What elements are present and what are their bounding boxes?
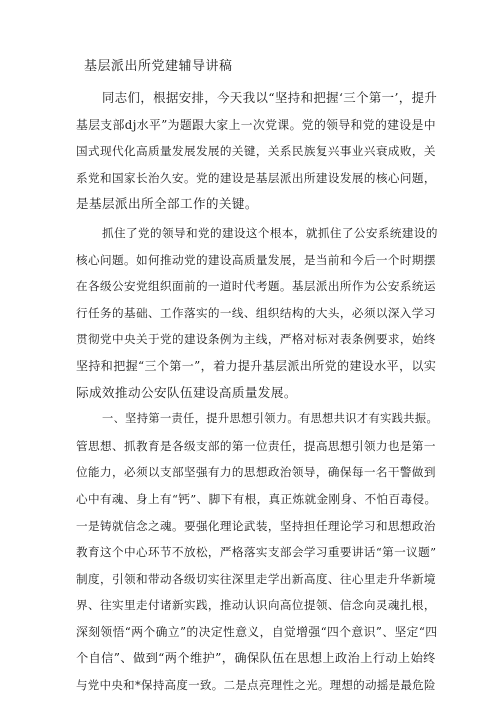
- text-line: 核心问题。如何推动党的建设高质量发展，是当前和今后一个时期摆: [76, 252, 436, 267]
- text-line: 深刻领悟“两个确立”的决定性意义，自觉增强“四个意识”、坚定“四: [76, 624, 438, 639]
- text-line: 一是铸就信念之魂。要强化理论武装，坚持担任理论学习和思想政治: [76, 518, 436, 533]
- text-line: 制度，引领和带动各级切实往深里走学出新高度、往心里走升华新境: [76, 571, 436, 586]
- text-line: 抓住了党的领导和党的建设这个根本，就抓住了公安系统建设的: [102, 225, 438, 240]
- text-line: 坚持和把握“三个第一”，着力提升基层派出所党的建设水平，以实: [76, 358, 437, 373]
- text-line: 国式现代化高质量发展发展的关键，关系民族复兴事业兴衰成败，关: [76, 144, 436, 159]
- paragraph-1: [76, 85, 440, 218]
- text-line: 位能力，必须以支部坚强有力的思想政治领导，确保每一名干警做到: [76, 465, 436, 480]
- text-line: 系党和国家长治久安。党的建设是基层派出所建设发展的核心问题，: [76, 170, 436, 185]
- paragraph-2: [76, 220, 440, 406]
- text-line: 际成效推动公安队伍建设高质量发展。: [76, 384, 297, 400]
- text-line: 贯彻党中央关于党的建设条例为主线，严格对标对表条例要求，始终: [76, 332, 436, 347]
- text-line: 是基层派出所全部工作的关键。: [76, 196, 258, 212]
- text-line: 管思想、抓教育是各级支部的第一位责任，提高思想引领力也是第一: [76, 438, 436, 453]
- text-line: 行任务的基础、工作落实的一线、组织结构的大头，必须以深入学习: [76, 305, 436, 320]
- paragraph-3: [76, 406, 440, 699]
- document-title: 基层派出所党建辅导讲稿: [84, 59, 233, 74]
- text-line: 心中有魂、身上有“钙”、脚下有根，真正炼就金刚身、不怕百毒侵。: [76, 491, 437, 506]
- text-line: 个自信”、做到“两个维护”，确保队伍在思想上政治上行动上始终: [76, 651, 436, 666]
- text-line: 界、往实里走付诸新实践，推动认识向高位提领、信念向灵魂扎根，: [76, 598, 436, 613]
- text-line: 教育这个中心环节不放松，严格落实支部会学习重要讲话“第一议题”: [76, 545, 437, 560]
- text-line: 基层支部dj水平”为题跟大家上一次党课。党的领导和党的建设是中: [76, 117, 436, 132]
- text-line: 一、坚持第一责任，提升思想引领力。有思想共识才有实践共振。: [102, 412, 439, 426]
- text-line: 在各级公安党组织面前的一道时代考题。基层派出所作为公安系统运: [76, 279, 436, 294]
- text-line: 同志们，根据安排，今天我以“坚持和把握‘三个第一’，提升: [102, 90, 438, 105]
- text-line: 与党中央和*保持高度一致。二是点亮理性之光。理想的动摇是最危险: [76, 678, 436, 693]
